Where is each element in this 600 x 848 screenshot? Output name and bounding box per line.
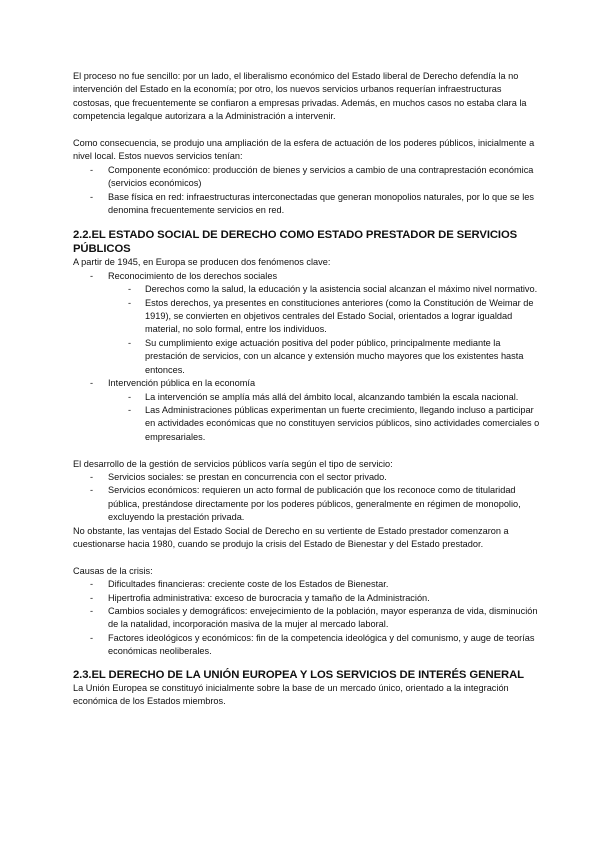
paragraph-crisis-causes: Causas de la crisis: bbox=[73, 565, 153, 576]
list-item bbox=[73, 578, 540, 591]
dash-bullet: - bbox=[90, 191, 94, 202]
list-item bbox=[73, 377, 540, 444]
list-item-text: La intervención se amplía más allá del ámbito local, alcanzando también la escala nacional. bbox=[145, 391, 519, 402]
dash-bullet: - bbox=[90, 605, 94, 616]
list-item-text: Factores ideológicos y económicos: fin de la competencia ideológica y del comunismo, y auge de teorías económicas neoliberales. bbox=[108, 632, 535, 657]
paragraph-eu: La Unión Europea se constituyó inicialmente sobre la base de un mercado único, orientado a la integración económica de los Estados miembros. bbox=[73, 682, 509, 707]
paragraph-phenomena: A partir de 1945, en Europa se producen dos fenómenos clave: bbox=[73, 257, 331, 268]
paragraph-crisis-intro: No obstante, las ventajas del Estado Social de Derecho en su vertiente de Estado prestador comenzaron a cuestionarse hacia 1980, cuando se produjo la crisis del Estado de Bienestar y del Estado prestador. bbox=[73, 525, 509, 549]
list-item-text: Las Administraciones públicas experimentan un fuerte crecimiento, llegando incluso a participar en actividades económicas que no constituyen servicios públicos, sino actividades comerciales o empresariales. bbox=[145, 404, 540, 442]
list-item-text: Componente económico: producción de bienes y servicios a cambio de una contraprestación económica (servicios económicos) bbox=[108, 164, 534, 189]
dash-bullet: - bbox=[90, 592, 94, 603]
list-item bbox=[73, 592, 540, 605]
dash-bullet: - bbox=[128, 391, 132, 402]
dash-bullet: - bbox=[90, 270, 94, 281]
dash-bullet: - bbox=[128, 297, 132, 308]
dash-bullet: - bbox=[128, 284, 132, 295]
list-item bbox=[73, 605, 540, 632]
list-item-text: Servicios económicos: requieren un acto formal de publicación que los reconoce como de titularidad pública, prestándose directamente por los poderes públicos, generalmente en régimen de monopolio, excluyendo la prestación privada. bbox=[108, 485, 521, 523]
list-item-text: Reconocimiento de los derechos sociales bbox=[108, 270, 278, 281]
sublist-public-intervention bbox=[108, 391, 540, 445]
sublist-social-rights bbox=[108, 283, 540, 377]
list-crisis-causes bbox=[73, 578, 540, 658]
dash-bullet: - bbox=[90, 164, 94, 175]
paragraph-development: El desarrollo de la gestión de servicios públicos varía según el tipo de servicio: bbox=[73, 458, 393, 469]
list-service-types bbox=[73, 471, 540, 525]
list-item-text: Intervención pública en la economía bbox=[108, 378, 256, 389]
dash-bullet: - bbox=[128, 337, 132, 348]
paragraph-consequence: Como consecuencia, se produjo una ampliación de la esfera de actuación de los poderes públicos, inicialmente a nivel local. Estos nuevos servicios tenían: bbox=[73, 138, 535, 162]
list-item bbox=[73, 471, 540, 484]
list-item bbox=[73, 632, 540, 659]
list-item bbox=[73, 270, 540, 377]
list-item-text: Estos derechos, ya presentes en constituciones anteriores (como la Constitución de Weimar de 1919), se convierten en objetivos centrales del Estado Social, orientados a lograr igualdad material, no solo formal, entre los individuos. bbox=[145, 297, 534, 335]
list-item bbox=[73, 404, 540, 444]
dash-bullet: - bbox=[90, 471, 94, 482]
list-item bbox=[73, 297, 540, 337]
dash-bullet: - bbox=[90, 485, 94, 496]
list-item-text: Servicios sociales: se prestan en concurrencia con el sector privado. bbox=[108, 471, 387, 482]
list-item bbox=[73, 337, 540, 377]
section-heading-2-2: 2.2.EL ESTADO SOCIAL DE DERECHO COMO ESTADO PRESTADOR DE SERVICIOS PÚBLICOS bbox=[73, 229, 518, 256]
list-item bbox=[73, 191, 540, 218]
paragraph-intro: El proceso no fue sencillo: por un lado, el liberalismo económico del Estado liberal de Derecho defendía la no intervención del Estado en la economía; por otro, los nuevos servicios urbanos requerían infraestructuras costosas, que frecuentemente se confiaron a empresas privadas. Además, en muchos casos no estaba clara la competencia legalque autorizara a la Administración a intervenir. bbox=[73, 71, 527, 122]
dash-bullet: - bbox=[90, 378, 94, 389]
dash-bullet: - bbox=[90, 579, 94, 590]
section-heading-2-3: 2.3.EL DERECHO DE LA UNIÓN EUROPEA Y LOS SERVICIOS DE INTERÉS GENERAL bbox=[73, 668, 524, 681]
list-item-text: Derechos como la salud, la educación y la asistencia social alcanzan el máximo nivel normativo. bbox=[145, 284, 538, 295]
list-item bbox=[73, 283, 540, 296]
list-item-text: Cambios sociales y demográficos: envejecimiento de la población, mayor esperanza de vida, disminución de la natalidad, incorporación masiva de la mujer al mercado laboral. bbox=[108, 605, 538, 630]
list-service-features bbox=[73, 164, 540, 218]
list-item-text: Hipertrofia administrativa: exceso de burocracia y tamaño de la Administración. bbox=[108, 592, 430, 603]
list-item bbox=[73, 391, 540, 404]
list-phenomena bbox=[73, 270, 540, 444]
list-item-text: Base física en red: infraestructuras interconectadas que generan monopolios naturales, por lo que se les denomina frecuentemente servicios en red. bbox=[108, 191, 534, 216]
list-item-text: Su cumplimiento exige actuación positiva del poder público, principalmente mediante la prestación de servicios, con un alcance y extensión mucho mayores que los existentes hasta entonces. bbox=[145, 337, 524, 375]
dash-bullet: - bbox=[128, 404, 132, 415]
list-item bbox=[73, 484, 540, 524]
list-item bbox=[73, 164, 540, 191]
list-item-text: Dificultades financieras: creciente coste de los Estados de Bienestar. bbox=[108, 579, 389, 590]
dash-bullet: - bbox=[90, 632, 94, 643]
